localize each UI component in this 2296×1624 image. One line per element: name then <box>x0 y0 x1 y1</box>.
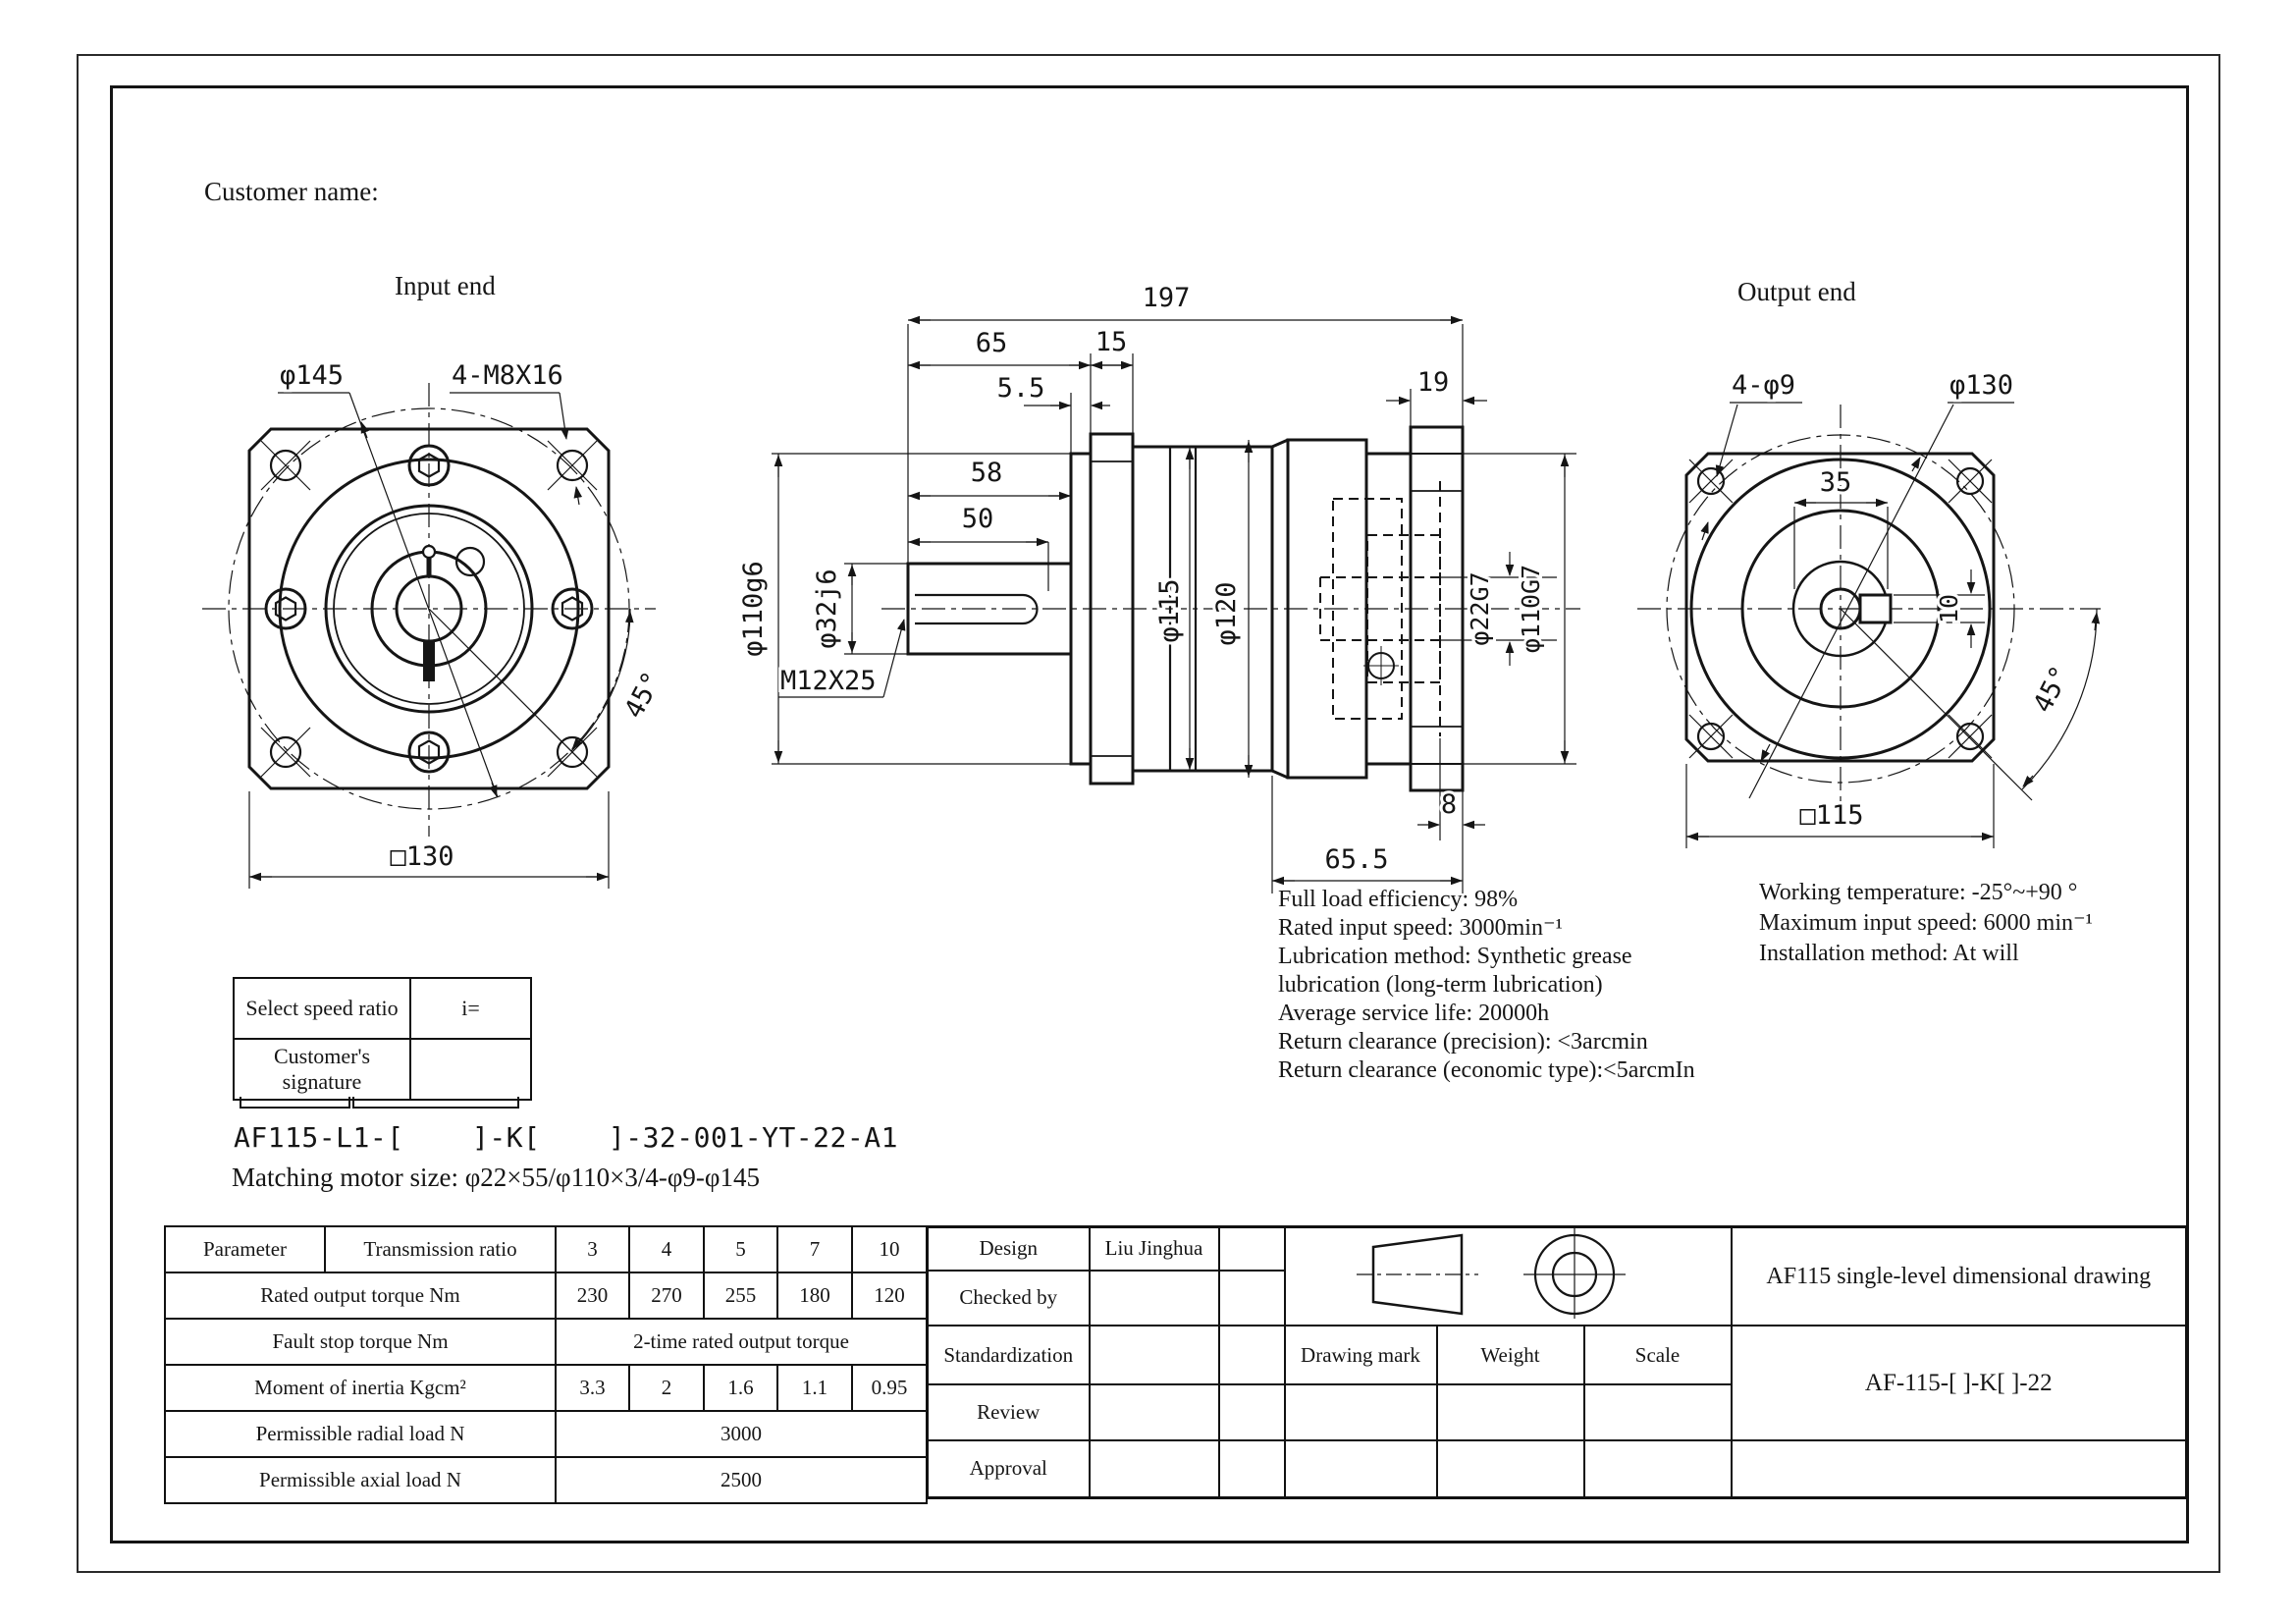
spec-line: Return clearance (economic type):<5arcmIn <box>1278 1057 1695 1083</box>
dim-phi130: φ130 <box>1949 370 2014 401</box>
standardization-value <box>1090 1326 1219 1384</box>
speed-ratio-input-cell[interactable]: i= <box>410 978 531 1039</box>
scale-header: Scale <box>1584 1326 1732 1384</box>
inertia-value: 3.3 <box>556 1365 629 1411</box>
checked-by-label: Checked by <box>928 1271 1090 1326</box>
empty-cell <box>1437 1440 1584 1497</box>
approval-value <box>1090 1440 1219 1497</box>
ratio-value: 7 <box>777 1226 852 1272</box>
table-row <box>165 1411 927 1457</box>
condition-line: Maximum input speed: 6000 min⁻¹ <box>1759 910 2093 936</box>
drawing-title: AF115 single-level dimensional drawing <box>1732 1227 2187 1326</box>
output-end-title: Output end <box>1737 277 1856 306</box>
table-row <box>928 1227 2187 1271</box>
table-row <box>928 1440 2187 1497</box>
dim-197: 197 <box>1142 283 1191 313</box>
first-angle-projection-icon <box>1290 1228 1732 1319</box>
empty-cell <box>1219 1227 1285 1271</box>
side-section-view <box>738 283 1580 893</box>
matching-motor-size: Matching motor size: φ22×55/φ110×3/4-φ9-φ145 <box>232 1163 760 1192</box>
torque-value: 230 <box>556 1272 629 1319</box>
dim-phi145: φ145 <box>280 360 345 391</box>
table-row <box>165 1457 927 1503</box>
select-speed-ratio-label: Select speed ratio <box>234 978 410 1039</box>
spec-line: Lubrication method: Synthetic grease <box>1278 944 1632 969</box>
dim-4-m8x16: 4-M8X16 <box>452 360 563 391</box>
design-value: Liu Jinghua <box>1090 1227 1219 1271</box>
conditions-text-block <box>1759 878 2093 969</box>
table-row <box>165 1319 927 1365</box>
torque-value: 270 <box>629 1272 704 1319</box>
table-row <box>165 1226 927 1272</box>
empty-cell <box>1732 1440 2187 1497</box>
inertia-value: 1.6 <box>704 1365 777 1411</box>
order-code: AF115-L1-[ ]-K[ ]-32-001-YT-22-A1 <box>234 1121 898 1154</box>
title-block <box>926 1225 2188 1499</box>
fault-label: Fault stop torque Nm <box>165 1319 556 1365</box>
radial-value: 3000 <box>556 1411 927 1457</box>
checked-by-value <box>1090 1271 1219 1326</box>
table-row <box>165 1272 927 1319</box>
empty-cell <box>1285 1440 1437 1497</box>
output-keyway <box>1860 595 1891 623</box>
dim-45-input: 45° <box>618 667 668 724</box>
weight-header: Weight <box>1437 1326 1584 1384</box>
dim-15: 15 <box>1095 327 1128 357</box>
dim-phi120: φ120 <box>1211 581 1242 646</box>
customer-signature-label: Customer's signature <box>234 1039 410 1100</box>
dim-65-5: 65.5 <box>1324 844 1389 875</box>
dim-45-output: 45° <box>2027 661 2077 718</box>
dim-sq115: □115 <box>1799 800 1864 831</box>
fault-value: 2-time rated output torque <box>556 1319 927 1365</box>
param-header: Parameter <box>165 1226 325 1272</box>
empty-cell <box>1219 1384 1285 1440</box>
empty-cell <box>1584 1440 1732 1497</box>
approval-label: Approval <box>928 1440 1090 1497</box>
torque-value: 120 <box>852 1272 927 1319</box>
dim-phi110g7: φ110G7 <box>1517 564 1545 654</box>
dim-5-5: 5.5 <box>996 373 1045 404</box>
ratio-value: 4 <box>629 1226 704 1272</box>
dim-phi32j6: φ32j6 <box>812 568 842 649</box>
empty-cell <box>1219 1326 1285 1384</box>
select-speed-table <box>233 977 532 1101</box>
dim-65: 65 <box>975 328 1008 358</box>
empty-cell <box>1219 1271 1285 1326</box>
inertia-value: 0.95 <box>852 1365 927 1411</box>
input-end-view <box>202 360 668 889</box>
table-row <box>928 1326 2187 1384</box>
customer-signature-cell[interactable] <box>410 1039 531 1100</box>
dim-phi22g7: φ22G7 <box>1466 571 1494 646</box>
dim-m12x25: M12X25 <box>780 666 877 696</box>
dim-58: 58 <box>970 458 1003 488</box>
spec-line: Return clearance (precision): <3arcmin <box>1278 1029 1648 1055</box>
keyway-mark <box>423 640 435 681</box>
ratio-value: 3 <box>556 1226 629 1272</box>
input-end-title: Input end <box>395 271 496 300</box>
torque-label: Rated output torque Nm <box>165 1272 556 1319</box>
design-label: Design <box>928 1227 1090 1271</box>
review-value <box>1090 1384 1219 1440</box>
drawing-code: AF-115-[ ]-K[ ]-22 <box>1732 1326 2187 1440</box>
inertia-value: 1.1 <box>777 1365 852 1411</box>
scale-value <box>1584 1384 1732 1440</box>
dim-50: 50 <box>961 504 994 534</box>
torque-value: 255 <box>704 1272 777 1319</box>
review-label: Review <box>928 1384 1090 1440</box>
dim-35: 35 <box>1819 467 1852 498</box>
spec-line: Rated input speed: 3000min⁻¹ <box>1278 915 1563 941</box>
axial-label: Permissible axial load N <box>165 1457 556 1503</box>
spec-line: Average service life: 20000h <box>1278 1001 1550 1026</box>
ratio-header: Transmission ratio <box>325 1226 556 1272</box>
dim-19: 19 <box>1416 367 1450 398</box>
torque-value: 180 <box>777 1272 852 1319</box>
drawing-mark-value <box>1285 1384 1437 1440</box>
output-end-view <box>1637 370 2101 848</box>
axial-value: 2500 <box>556 1457 927 1503</box>
weight-value <box>1437 1384 1584 1440</box>
dim-8: 8 <box>1440 789 1458 820</box>
customer-name-label: Customer name: <box>204 177 379 206</box>
radial-label: Permissible radial load N <box>165 1411 556 1457</box>
dim-phi115: φ115 <box>1154 578 1185 643</box>
inertia-label: Moment of inertia Kgcm² <box>165 1365 556 1411</box>
standardization-label: Standardization <box>928 1326 1090 1384</box>
spec-line: lubrication (long-term lubrication) <box>1278 972 1603 998</box>
drawing-mark-header: Drawing mark <box>1285 1326 1437 1384</box>
inertia-value: 2 <box>629 1365 704 1411</box>
dim-4-phi9: 4-φ9 <box>1732 370 1796 401</box>
spec-line: Full load efficiency: 98% <box>1278 887 1519 912</box>
condition-line: Working temperature: -25°~+90 ° <box>1759 880 2078 905</box>
parameter-table <box>164 1225 928 1504</box>
table-row <box>165 1365 927 1411</box>
empty-cell <box>1219 1440 1285 1497</box>
condition-line: Installation method: At will <box>1759 941 2019 966</box>
dim-10: 10 <box>1935 593 1963 624</box>
dim-phi110g6: φ110g6 <box>738 561 769 657</box>
spec-text-block <box>1278 886 1695 1085</box>
ratio-value: 5 <box>704 1226 777 1272</box>
ratio-value: 10 <box>852 1226 927 1272</box>
dim-sq130: □130 <box>390 841 454 872</box>
projection-symbol-cell <box>1285 1227 1732 1326</box>
